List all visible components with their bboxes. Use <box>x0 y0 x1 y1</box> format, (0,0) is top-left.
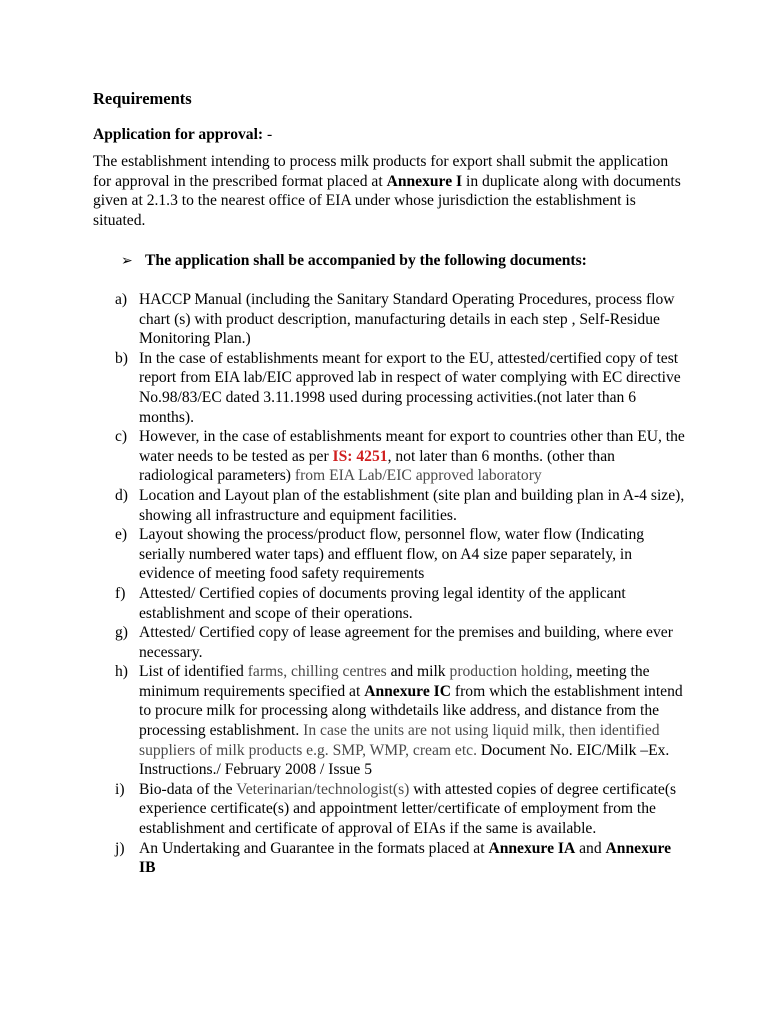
annexure-reference: Annexure IC <box>364 682 451 700</box>
list-item-text: , not later than 6 months. (other than radiological parameters) <box>139 447 615 485</box>
list-item-text: Attested/ Certified copy of lease agreement for the premises and building, where ever necessary. <box>139 624 673 661</box>
list-item-text: and <box>575 839 606 857</box>
list-item-i <box>91 780 691 839</box>
annexure-reference: Annexure IA <box>488 839 576 857</box>
list-item-note: Veterinarian/technologist(s) <box>236 780 410 798</box>
list-item-text: However, in the case of establishments meant for export to countries other than EU, the water needs to be tested as per <box>139 428 685 465</box>
list-item-text: Bio-data of the <box>139 780 237 798</box>
list-item-text: and milk <box>386 663 450 681</box>
list-marker: d) <box>115 486 128 504</box>
list-item-note: In case the units are not using liquid milk, then identified suppliers of milk products e.g. SMP, WMP, cream etc. <box>139 722 660 759</box>
documents-bullet-heading <box>121 251 587 272</box>
subheading-suffix: - <box>263 126 273 143</box>
intro-text-1: The establishment intending to process milk products for export shall submit the application for approval in the prescribed format placed at <box>93 153 669 190</box>
list-marker: a) <box>115 291 128 308</box>
list-item-text: In the case of establishments meant for export to the EU, attested/certified copy of test report from EIA lab/EIC approved lab in respect of water complying with EC directive No.98/83/EC dated 3.11.1998 used during processing activities.(not later than 6 months). <box>139 349 681 426</box>
list-item-text: An Undertaking and Guarantee in the formats placed at <box>139 839 489 857</box>
list-item-text: Layout showing the process/product flow, personnel flow, water flow (Indicating serially numbered water taps) and effluent flow, on A4 size paper separately, in evidence of meeting food safety requirements <box>139 526 645 583</box>
list-item-note: from EIA Lab/EIC approved laboratory <box>294 467 542 485</box>
list-item-a <box>91 290 691 349</box>
list-item-text: , meeting the minimum requirements specified at <box>139 663 650 700</box>
list-item-g <box>91 623 691 662</box>
list-item-text: with attested copies of degree certificate(s experience certificate(s) and appointment letter/certificate of employment from the establishment and certificate of approval of EIAs if the same is available. <box>139 780 677 838</box>
list-marker: c) <box>115 428 128 446</box>
list-marker: b) <box>115 349 128 367</box>
intro-paragraph <box>93 152 683 230</box>
list-item-text: HACCP Manual (including the Sanitary Standard Operating Procedures, process flow chart (s) with product description, manufacturing details in each step , Self-Residue Monitoring Plan.) <box>139 291 675 348</box>
document-reference: Document No. EIC/Milk –Ex. Instructions./ February 2008 / Issue 5 <box>139 741 670 779</box>
intro-text-2: in duplicate along with documents given at 2.1.3 to the nearest office of EIA under whose jurisdiction the establishment is situated. <box>93 172 681 229</box>
subheading-label: Application for approval: <box>93 126 264 143</box>
list-item-c <box>91 427 691 486</box>
list-item-text: Attested/ Certified copies of documents proving legal identity of the applicant establishment and scope of their operations. <box>139 584 626 622</box>
list-item-b <box>91 349 691 427</box>
list-marker: j) <box>115 839 125 857</box>
list-marker: f) <box>115 584 126 602</box>
list-item-d <box>91 486 691 525</box>
list-item-text: List of identified <box>139 663 248 681</box>
list-marker: h) <box>115 663 128 681</box>
list-item-text: from which the establishment intend to procure milk for processing along withdetails like address, and distance from the processing establishment. <box>139 682 683 740</box>
list-item-text: Location and Layout plan of the establishment (site plan and building plan in A-4 size), showing all infrastructure and equipment facilities. <box>139 486 685 524</box>
arrow-bullet-icon: ➢ <box>121 253 133 269</box>
annexure-reference: Annexure IB <box>139 839 672 877</box>
list-item-f <box>91 584 691 623</box>
page-title: Requirements <box>93 89 192 108</box>
list-item-note: production holding <box>449 663 569 681</box>
list-item-h <box>91 662 691 780</box>
is-code-highlight: IS: 4251 <box>332 447 388 465</box>
list-item-e <box>91 525 691 584</box>
intro-annexure: Annexure I <box>386 172 463 190</box>
documents-list <box>91 290 691 878</box>
list-marker: i) <box>115 780 125 798</box>
bullet-heading-text: The application shall be accompanied by the following documents: <box>145 252 587 269</box>
list-item-j <box>91 839 691 878</box>
list-marker: g) <box>115 624 128 642</box>
list-item-note: farms, chilling centres <box>247 663 387 681</box>
section-subheading <box>93 125 272 145</box>
list-marker: e) <box>115 526 128 544</box>
